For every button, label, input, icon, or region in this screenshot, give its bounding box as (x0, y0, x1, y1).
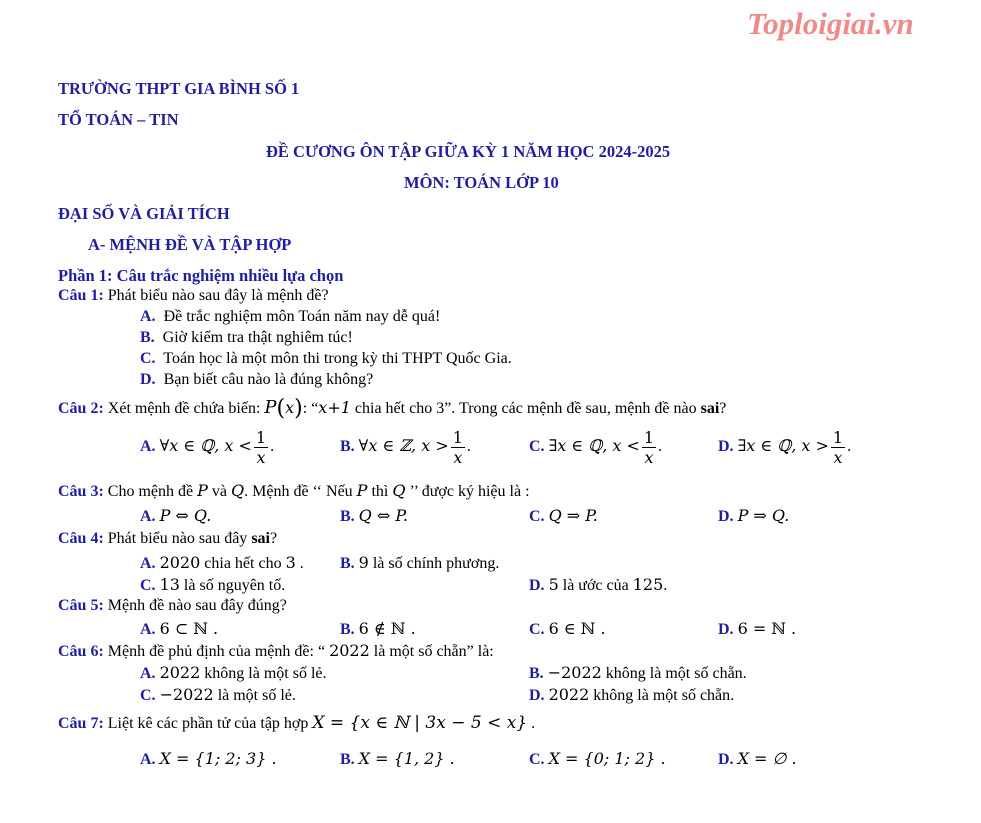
q4-option-d[interactable] (529, 575, 667, 595)
question-text: chia hết cho 3”. Trong các mệnh đề sau, mệnh đề nào (350, 400, 701, 417)
option-text: không là một số chẵn. (601, 665, 747, 682)
q6-option-c[interactable] (140, 685, 296, 705)
option-letter: A. (140, 621, 156, 638)
question-text: ’’ được ký hiệu là : (405, 483, 530, 500)
q2-option-b[interactable] (340, 428, 471, 467)
q6-option-d[interactable] (529, 685, 734, 705)
question-text: ? (269, 530, 278, 547)
q7-option-d[interactable] (718, 749, 797, 769)
option-end: . (663, 577, 668, 594)
option-letter: C. (529, 751, 545, 768)
fraction (254, 428, 268, 467)
option-text: Đề trắc nghiệm môn Toán năm nay dễ quá! (163, 308, 441, 325)
option-math: P ⇔ Q. (159, 506, 212, 525)
question-5 (58, 597, 287, 615)
option-end: . (270, 438, 275, 456)
department: TỔ TOÁN – TIN (58, 110, 179, 129)
subsection-heading: A- MỆNH ĐỀ VÀ TẬP HỢP (88, 235, 292, 254)
option-letter: C. (140, 350, 156, 367)
question-label: Câu 6: (58, 643, 104, 660)
option-letter: A. (140, 438, 156, 456)
question-3 (58, 481, 530, 501)
question-text: và (207, 483, 231, 500)
option-math: 6 = ℕ . (737, 619, 797, 638)
fraction-denominator: x (644, 448, 654, 467)
fraction-numerator: 1 (832, 428, 844, 447)
q4-option-a[interactable] (140, 553, 304, 573)
option-letter: A. (140, 308, 156, 325)
option-text: là số nguyên tố. (179, 577, 286, 594)
question-label: Câu 1: (58, 287, 104, 304)
question-label: Câu 2: (58, 400, 104, 417)
fraction-denominator: x (833, 448, 843, 467)
option-letter: C. (140, 577, 156, 594)
q3-option-c[interactable] (529, 506, 598, 526)
option-text: không là một số lẻ. (200, 665, 327, 682)
option-letter: B. (340, 438, 355, 456)
question-text: Phát biểu nào sau đây là mệnh đề? (103, 287, 329, 304)
math-symbol: Q (230, 481, 245, 500)
question-text: : “ (302, 400, 319, 417)
q5-option-a[interactable] (140, 619, 218, 639)
option-text: không là một số chẵn. (589, 687, 735, 704)
option-end: . (658, 438, 663, 456)
option-math: 5 (548, 575, 559, 594)
option-math: 2022 (159, 663, 201, 682)
math-number: 2022 (329, 641, 370, 660)
option-letter: C. (529, 621, 545, 638)
fraction (451, 428, 465, 467)
q3-option-a[interactable] (140, 506, 211, 526)
option-letter: D. (140, 371, 156, 388)
q1-option-b[interactable] (140, 329, 353, 347)
fraction-numerator: 1 (255, 428, 267, 447)
option-letter: A. (140, 665, 156, 682)
q2-option-d[interactable] (718, 428, 851, 467)
option-letter: C. (529, 508, 545, 525)
q1-option-c[interactable] (140, 350, 512, 368)
option-math: ∃x ∈ ℚ, x > (737, 436, 829, 456)
option-text: Toán học là một môn thi trong kỳ thi THPT Quốc Gia. (163, 350, 512, 367)
option-math: 2020 (159, 553, 201, 572)
q4-option-c[interactable] (140, 575, 285, 595)
q5-option-d[interactable] (718, 619, 796, 639)
option-letter: B. (140, 329, 155, 346)
q2-option-c[interactable] (529, 428, 662, 467)
question-text: là một số chẵn” là: (369, 643, 494, 660)
option-end: . (295, 555, 304, 572)
predicate-var: x (285, 398, 295, 417)
q4-option-b[interactable] (340, 553, 499, 573)
option-end: . (466, 438, 471, 456)
option-math: P ⇒ Q. (737, 506, 790, 525)
q2-option-a[interactable] (140, 428, 274, 467)
option-math: 6 ⊂ ℕ . (159, 619, 219, 638)
fraction (642, 428, 656, 467)
option-math: Q ⇔ P. (358, 506, 408, 525)
question-1 (58, 287, 329, 305)
doc-subject: MÔN: TOÁN LỚP 10 (404, 173, 559, 192)
fraction-numerator: 1 (452, 428, 463, 447)
q5-option-b[interactable] (340, 619, 416, 639)
option-letter: D. (718, 508, 734, 525)
option-letter: B. (340, 751, 355, 768)
question-label: Câu 4: (58, 530, 104, 547)
option-letter: B. (340, 508, 355, 525)
doc-title: ĐỀ CƯƠNG ÔN TẬP GIỮA KỲ 1 NĂM HỌC 2024-2025 (266, 142, 671, 161)
q1-option-a[interactable] (140, 308, 440, 326)
option-math: 125 (632, 575, 664, 594)
question-2: Câu 2: Xét mệnh đề chứa biến: P(x): “x+1 chia hết cho 3”. Trong các mệnh đề sau, mệnh đề nào sai? (58, 396, 727, 421)
option-math: 9 (358, 553, 369, 572)
predicate-symbol: P (264, 397, 277, 418)
fraction-numerator: 1 (643, 428, 655, 447)
option-math: ∀x ∈ ℚ, x < (159, 436, 252, 456)
option-math: X = ∅ . (737, 749, 797, 768)
math-symbol: P (197, 481, 208, 500)
option-letter: D. (718, 438, 734, 456)
fraction (831, 428, 845, 467)
question-label: Câu 5: (58, 597, 104, 614)
question-text: thì (367, 483, 393, 500)
question-text: Phát biểu nào sau đây (103, 530, 252, 547)
question-label: Câu 7: (58, 715, 104, 732)
watermark-logo: Toploigiai.vn (747, 6, 914, 41)
q6-option-b[interactable] (529, 663, 747, 683)
option-letter: D. (529, 687, 545, 704)
option-letter: A. (140, 508, 156, 525)
emphasis: sai (251, 530, 270, 547)
q7-option-b[interactable] (340, 749, 455, 769)
question-4 (58, 530, 277, 548)
option-letter: A. (140, 555, 156, 572)
q7-option-c[interactable] (529, 749, 666, 769)
option-letter: D. (718, 751, 734, 768)
section-heading: ĐẠI SỐ VÀ GIẢI TÍCH (58, 204, 230, 223)
q6-option-a[interactable] (140, 663, 327, 683)
option-math: Q ⇒ P. (548, 506, 598, 525)
option-math: 13 (159, 575, 180, 594)
option-letter: C. (140, 687, 156, 704)
option-letter: B. (340, 555, 355, 572)
option-text: Giờ kiểm tra thật nghiêm túc! (162, 329, 353, 346)
option-math: ∀x ∈ ℤ, x > (358, 436, 449, 456)
option-text: chia hết cho (200, 555, 286, 572)
question-text: Mệnh đề nào sau đây đúng? (103, 597, 287, 614)
math-symbol: P (356, 481, 368, 500)
question-label: Câu 3: (58, 483, 104, 500)
q1-option-d[interactable] (140, 371, 373, 389)
option-math: ∃x ∈ ℚ, x < (548, 436, 640, 456)
option-math: −2022 (547, 663, 602, 682)
option-text: là một số lẻ. (213, 687, 296, 704)
option-math: X = {1, 2} . (358, 749, 455, 768)
option-math: −2022 (159, 685, 214, 704)
question-text: Liệt kê các phần tử của tập hợp (103, 715, 313, 732)
math-expression: x+1 (318, 398, 351, 417)
option-letter: A. (140, 751, 156, 768)
option-math: 2022 (548, 685, 590, 704)
option-math: 6 ∉ ℕ . (358, 619, 416, 638)
option-letter: B. (340, 621, 355, 638)
question-7 (58, 713, 535, 733)
school-name: TRƯỜNG THPT GIA BÌNH SỐ 1 (58, 79, 300, 98)
question-text: Cho mệnh đề (103, 483, 198, 500)
question-text: Xét mệnh đề chứa biến: (103, 400, 261, 417)
q3-option-b[interactable] (340, 506, 408, 526)
option-math: 6 ∈ ℕ . (548, 619, 606, 638)
question-text: ? (719, 400, 727, 417)
question-6 (58, 641, 494, 661)
option-text: là số chính phương. (368, 555, 500, 572)
q3-option-d[interactable] (718, 506, 789, 526)
option-math: X = {1; 2; 3} . (159, 749, 277, 768)
option-text: là ước của (558, 577, 633, 594)
option-letter: D. (529, 577, 545, 594)
set-expression: X = {x ∈ ℕ | 3x − 5 < x} (312, 713, 528, 733)
question-text: . (527, 715, 536, 732)
q5-option-c[interactable] (529, 619, 606, 639)
part-heading: Phần 1: Câu trắc nghiệm nhiều lựa chọn (58, 266, 344, 285)
option-letter: B. (529, 665, 544, 682)
q7-option-a[interactable] (140, 749, 277, 769)
question-text: . Mệnh đề ‘‘ Nếu (244, 483, 357, 500)
option-letter: D. (718, 621, 734, 638)
option-text: Bạn biết câu nào là đúng không? (163, 371, 374, 388)
option-math: X = {0; 1; 2} . (548, 749, 666, 768)
question-text: Mệnh đề phủ định của mệnh đề: “ (103, 643, 330, 660)
math-symbol: Q (392, 481, 406, 500)
option-letter: C. (529, 438, 545, 456)
option-end: . (847, 438, 852, 456)
emphasis: sai (700, 400, 720, 417)
fraction-denominator: x (256, 448, 266, 467)
fraction-denominator: x (453, 448, 463, 467)
option-math: 3 (285, 553, 296, 572)
